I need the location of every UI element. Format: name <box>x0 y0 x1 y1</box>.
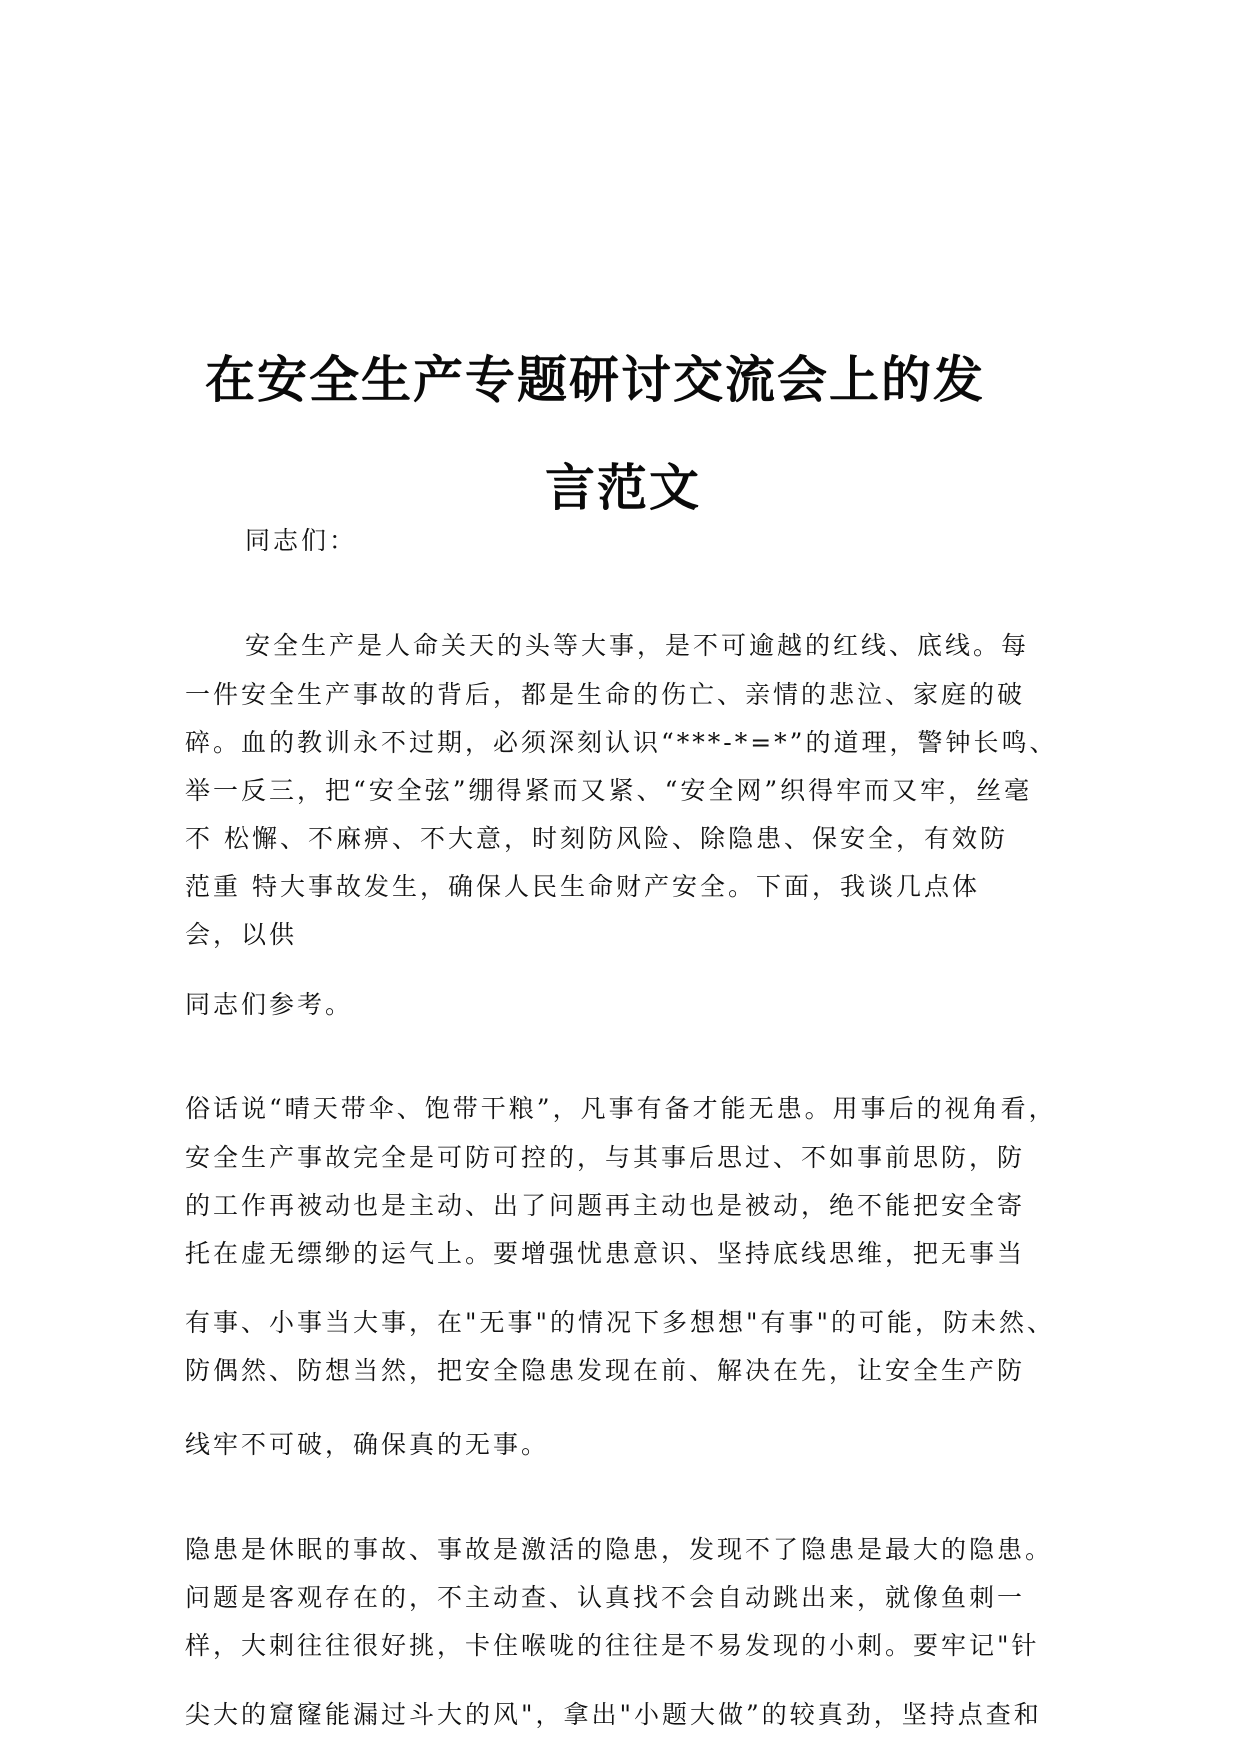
paragraph-1-line: 范重 特大事故发生，确保人民生命财产安全。下面，我谈几点体 <box>185 872 980 901</box>
document-title-line-1: 在安全生产专题研讨交流会上的发 <box>205 351 985 409</box>
paragraph-1-line: 安全生产是人命关天的头等大事，是不可逾越的红线、底线。每 <box>245 631 1030 660</box>
paragraph-2-line: 有事、小事当大事，在"无事"的情况下多想想"有事"的可能，防未然、 <box>185 1308 1055 1337</box>
paragraph-2-line: 线牢不可破，确保真的无事。 <box>185 1430 550 1459</box>
paragraph-2-line: 安全生产事故完全是可防可控的，与其事后思过、不如事前思防，防 <box>185 1143 1026 1172</box>
paragraph-1-line: 同志们参考。 <box>185 990 354 1019</box>
document-title-line-2: 言范文 <box>545 459 701 517</box>
paragraph-3-line: 尖大的窟窿能漏过斗大的风"，拿出"小题大做”的较真劲，坚持点查和 <box>185 1700 1042 1729</box>
paragraph-3-line: 样，大刺往往很好挑，卡住喉咙的往往是不易发现的小刺。要牢记"针 <box>185 1631 1040 1660</box>
paragraph-1-line: 举一反三，把“安全弦”绷得紧而又紧、“安全网”织得牢而又牢，丝毫 <box>185 776 1033 805</box>
paragraph-2-line: 防偶然、防想当然，把安全隐患发现在前、解决在先，让安全生产防 <box>185 1356 1026 1385</box>
paragraph-3-line: 隐患是休眠的事故、事故是激活的隐患，发现不了隐患是最大的隐患。 <box>185 1535 1054 1564</box>
paragraph-3-line: 问题是客观存在的，不主动查、认真找不会自动跳出来，就像鱼刺一 <box>185 1583 1026 1612</box>
paragraph-1-line: 一件安全生产事故的背后，都是生命的伤亡、亲情的悲泣、家庭的破 <box>185 680 1026 709</box>
salutation: 同志们： <box>245 526 358 555</box>
paragraph-2-line: 的工作再被动也是主动、出了问题再主动也是被动，绝不能把安全寄 <box>185 1191 1026 1220</box>
paragraph-2-line: 俗话说“晴天带伞、饱带干粮”，凡事有备才能无患。用事后的视角看， <box>185 1094 1057 1123</box>
paragraph-1-line: 碎。血的教训永不过期，必须深刻认识“***-*=*”的道理，警钟长鸣、 <box>185 728 1058 757</box>
paragraph-2-line: 托在虚无缥缈的运气上。要增强忧患意识、坚持底线思维，把无事当 <box>185 1239 1026 1268</box>
paragraph-1-line: 不 松懈、不麻痹、不大意，时刻防风险、除隐患、保安全，有效防 <box>185 824 1008 853</box>
paragraph-1-line: 会，以供 <box>185 920 298 949</box>
